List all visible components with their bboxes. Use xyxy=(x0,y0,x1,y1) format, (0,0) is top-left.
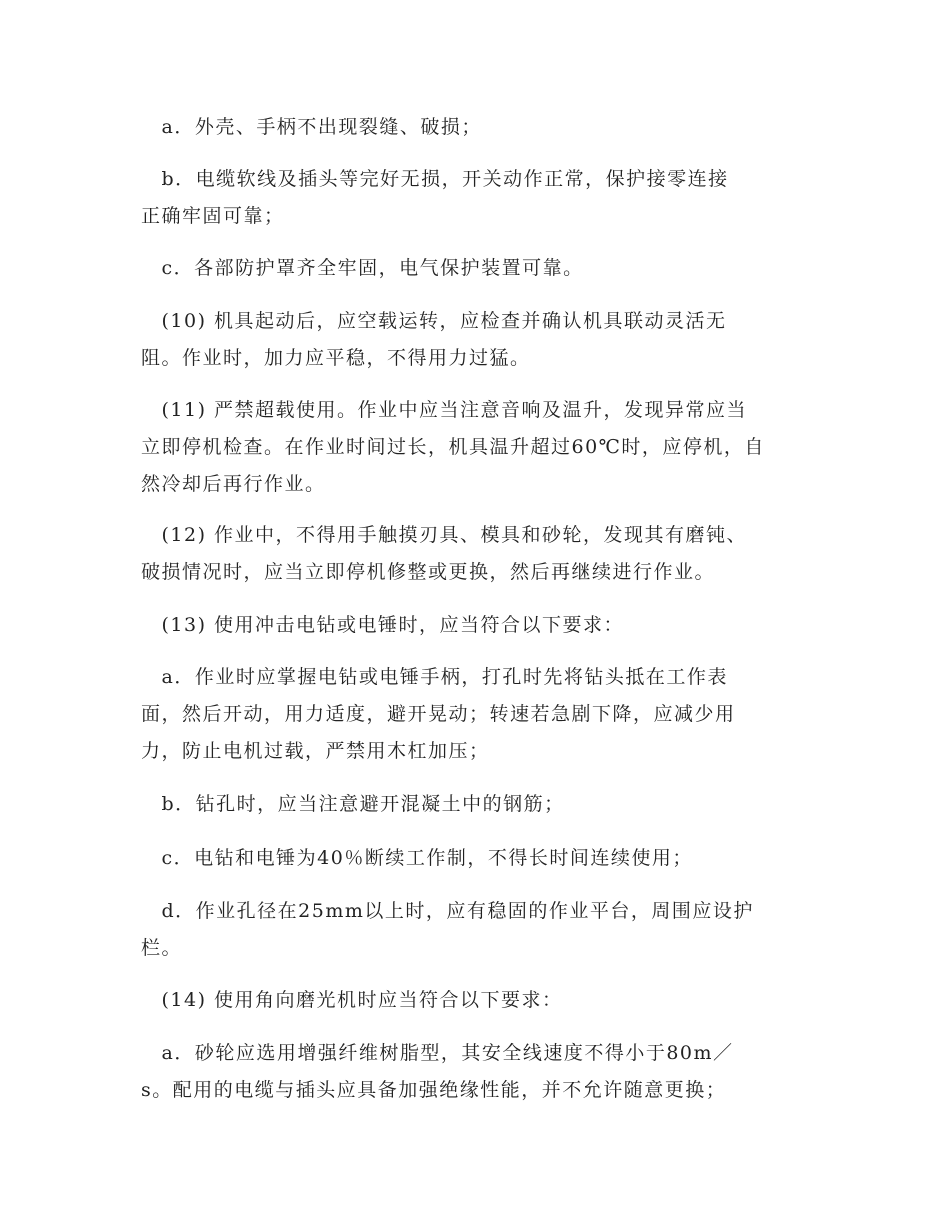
text-line: 栏。 xyxy=(141,937,183,959)
text-line: d．作业孔径在25mm以上时，应有稳固的作业平台，周围应设护 xyxy=(141,900,754,922)
text-line: (14) 使用角向磨光机时应当符合以下要求： xyxy=(141,989,563,1011)
text-line: c．电钻和电锤为40％断续工作制，不得长时间连续使用； xyxy=(141,847,693,869)
paragraph-a1 xyxy=(141,109,806,146)
paragraph-b1 xyxy=(141,161,806,235)
paragraph-12 xyxy=(141,517,806,591)
text-line: a．砂轮应选用增强纤维树脂型，其安全线速度不得小于80m／ xyxy=(141,1042,734,1064)
paragraph-d2 xyxy=(141,893,806,967)
paragraph-c1 xyxy=(141,250,806,287)
paragraph-b2 xyxy=(141,786,806,823)
text-line: b．电缆软线及插头等完好无损，开关动作正常，保护接零连接 xyxy=(141,168,729,190)
paragraph-13 xyxy=(141,607,806,644)
paragraph-10 xyxy=(141,303,806,377)
text-line: 正确牢固可靠； xyxy=(141,205,285,227)
text-line: (12) 作业中，不得用手触摸刃具、模具和砂轮，发现其有磨钝、 xyxy=(141,524,748,546)
paragraph-11 xyxy=(141,392,806,503)
text-line: 阻。作业时，加力应平稳，不得用力过猛。 xyxy=(141,347,531,369)
text-line: s。配用的电缆与插头应具备加强绝缘性能，并不允许随意更换； xyxy=(141,1079,727,1101)
text-line: b．钻孔时，应当注意避开混凝土中的钢筋； xyxy=(141,793,565,815)
text-line: a．作业时应掌握电钻或电锤手柄，打孔时先将钻头抵在工作表 xyxy=(141,666,728,688)
paragraph-a2 xyxy=(141,659,806,770)
text-line: a．外壳、手柄不出现裂缝、破损； xyxy=(141,116,482,138)
text-line: (13) 使用冲击电钻或电锤时，应当符合以下要求： xyxy=(141,614,625,636)
text-line: 破损情况时，应当立即停机修整或更换，然后再继续进行作业。 xyxy=(141,561,716,583)
text-line: 面，然后开动，用力适度，避开晃动；转速若急剧下降，应减少用 xyxy=(141,703,736,725)
paragraph-14 xyxy=(141,982,806,1019)
text-line: (10) 机具起动后，应空载运转，应检查并确认机具联动灵活无 xyxy=(141,310,727,332)
text-line: (11) 严禁超载使用。作业中应当注意音响及温升，发现异常应当 xyxy=(141,399,748,421)
text-line: 然冷却后再行作业。 xyxy=(141,473,326,495)
paragraph-a3 xyxy=(141,1035,806,1109)
text-line: 立即停机检查。在作业时间过长，机具温升超过60℃时，应停机，自 xyxy=(141,436,765,458)
text-line: c．各部防护罩齐全牢固，电气保护装置可靠。 xyxy=(141,257,584,279)
text-line: 力，防止电机过载，严禁用木杠加压； xyxy=(141,740,490,762)
paragraph-c2 xyxy=(141,840,806,877)
